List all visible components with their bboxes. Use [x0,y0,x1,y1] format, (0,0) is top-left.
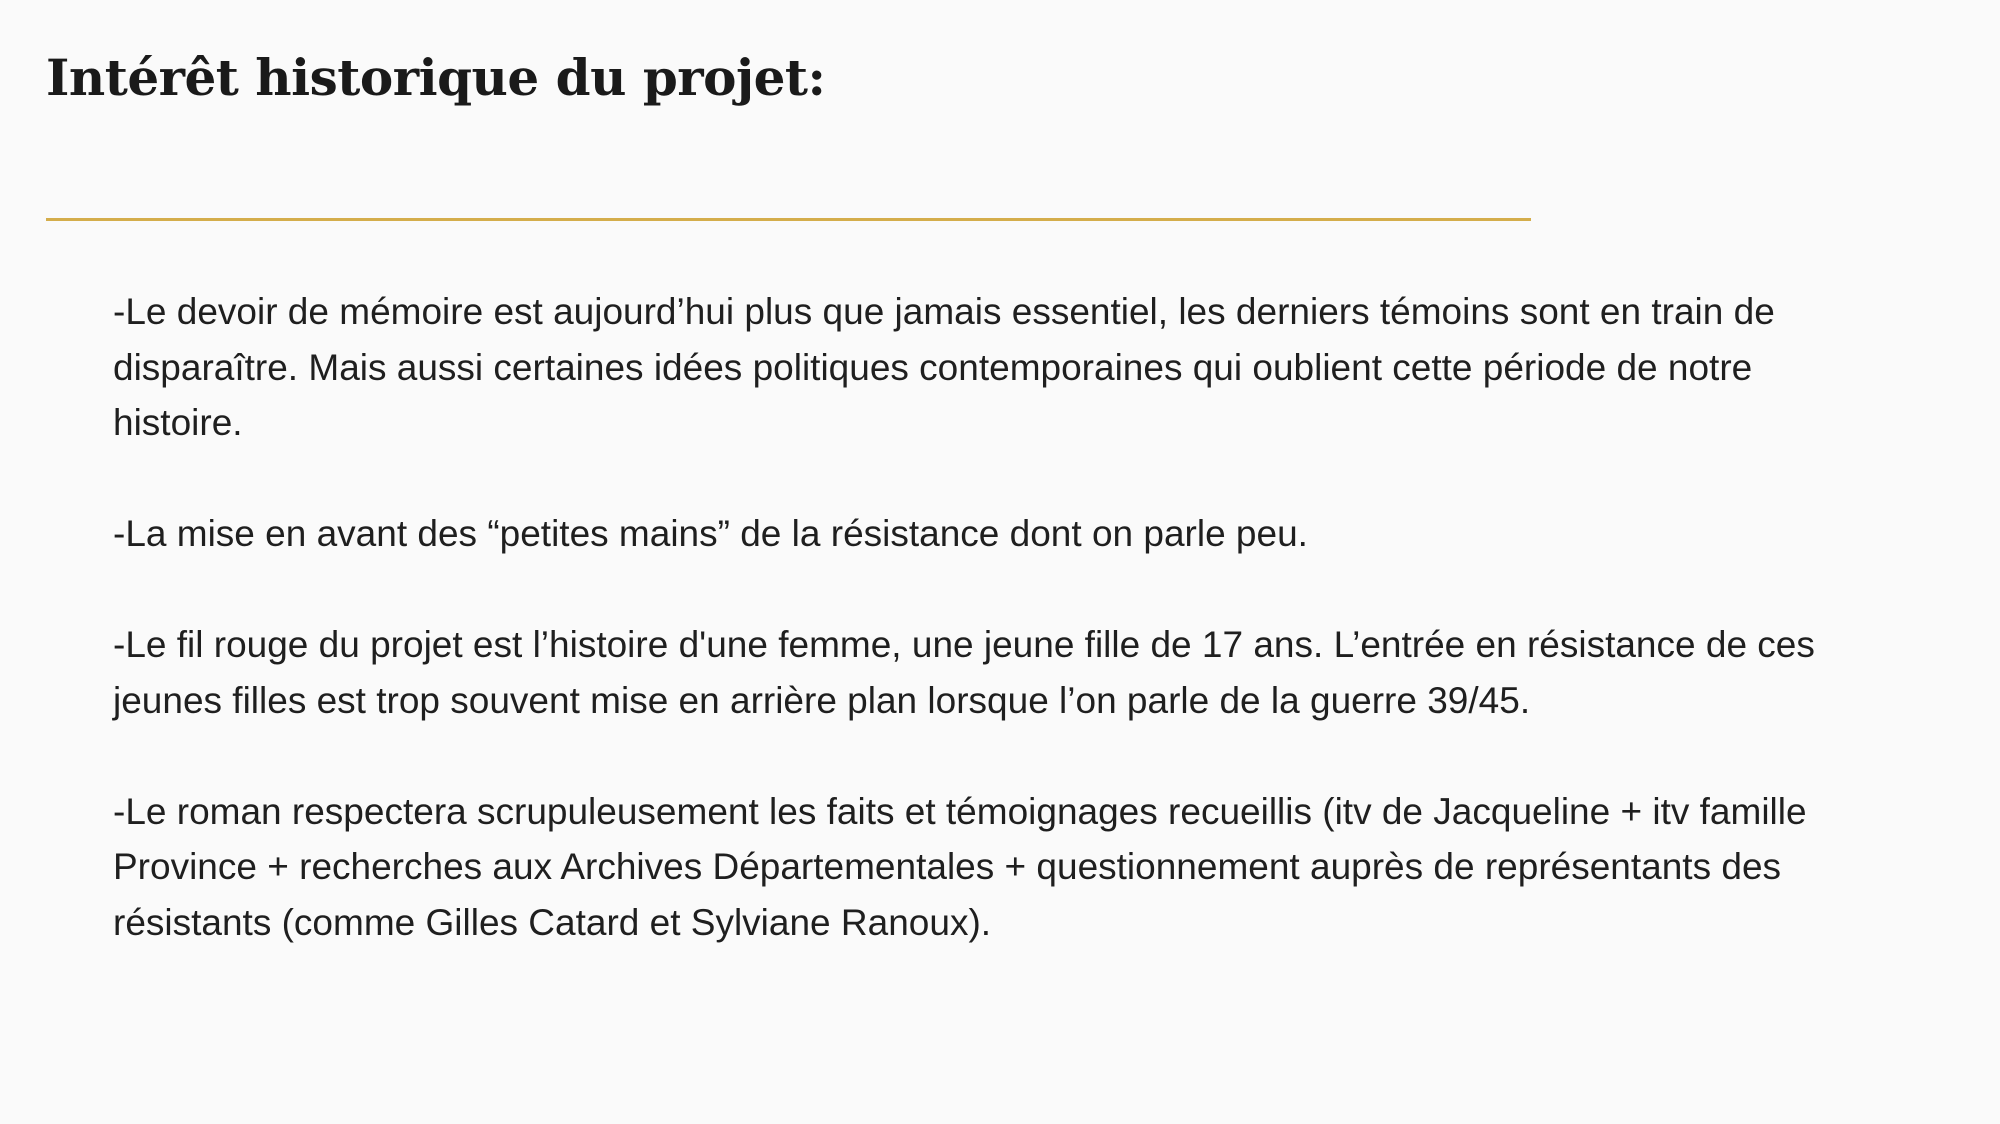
title-divider-rule [46,218,1531,221]
paragraph-petites-mains: -La mise en avant des “petites mains” de la résistance dont on parle peu. [113,513,1308,554]
paragraph-fil-rouge: -Le fil rouge du projet est l’histoire d'une femme, une jeune fille de 17 ans. L’entrée en résistance de ces jeunes filles est trop souvent mise en arrière plan lorsque l’on parle de la guerre 39/45. [113,624,1815,721]
paragraph-devoir-de-memoire: -Le devoir de mémoire est aujourd’hui plus que jamais essentiel, les derniers témoins sont en train de disparaître. Mais aussi certaines idées politiques contemporaines qui oublient cette période de notre histoire. [113,291,1775,443]
slide-title: Intérêt historique du projet: [46,48,826,107]
paragraph-roman-sources: -Le roman respectera scrupuleusement les faits et témoignages recueillis (itv de Jacqueline + itv famille Province + recherches aux Archives Départementales + questionnement auprès de représentants des résistants (comme Gilles Catard et Sylviane Ranoux). [113,790,1807,943]
slide-body [113,284,1873,950]
